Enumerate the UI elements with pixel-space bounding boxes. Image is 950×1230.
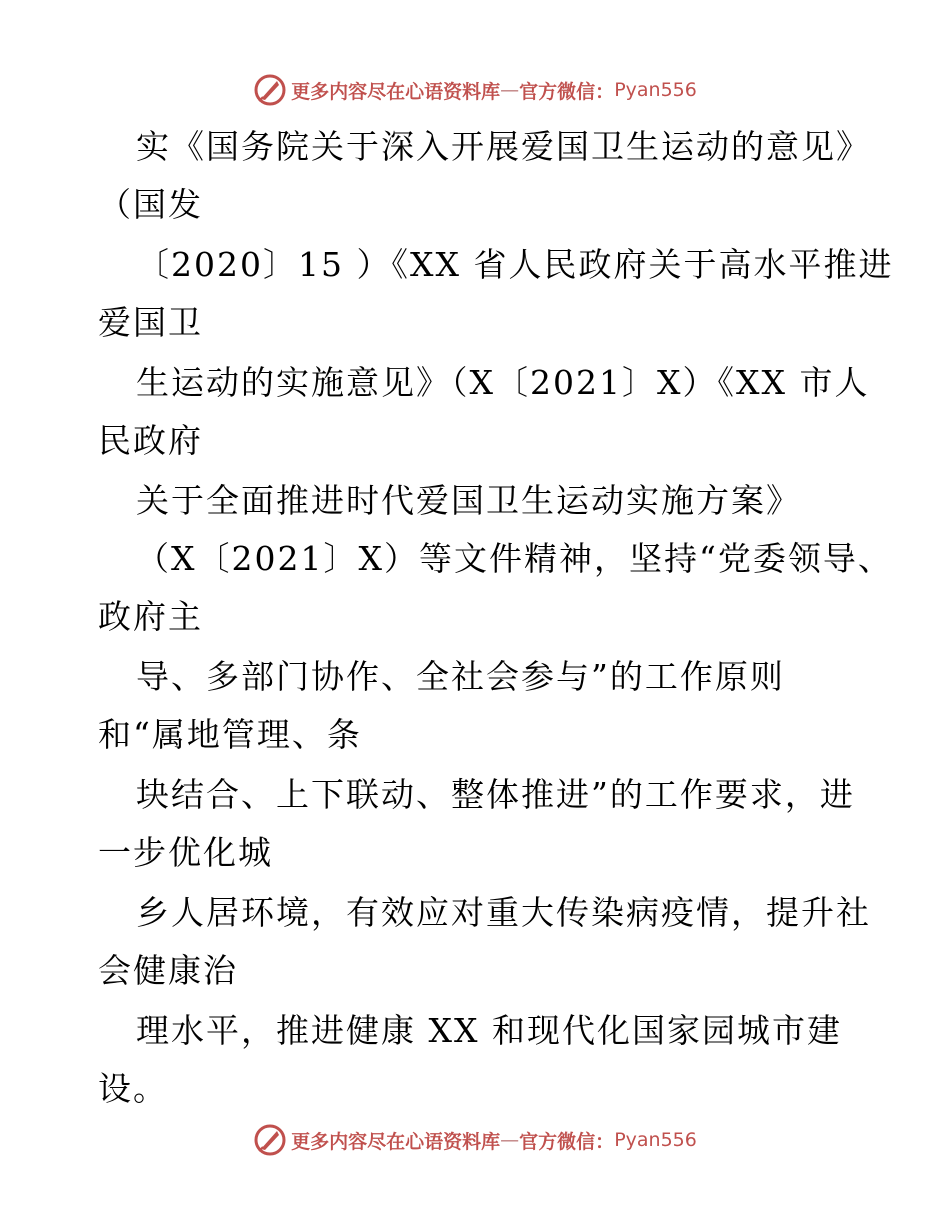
body-line: 设。 <box>98 1069 168 1108</box>
banner-separator: — <box>500 79 520 101</box>
body-line: 乡人居环境，有效应对重大传染病疫情，提升社 <box>136 893 871 932</box>
banner-wechat-id: Pyan556 <box>614 1129 697 1151</box>
quill-logo-icon <box>253 1123 287 1157</box>
banner-separator: — <box>500 1129 520 1151</box>
body-line: 关于全面推进时代爱国卫生运动实施方案》 <box>136 481 801 520</box>
body-line: 导、多部门协作、全社会参与”的工作原则 <box>136 657 785 696</box>
body-line: 和“属地管理、条 <box>98 715 362 754</box>
body-line: 会健康治 <box>98 951 238 990</box>
body-line: （国发 <box>98 185 203 224</box>
footer-banner <box>0 1120 950 1160</box>
banner-title: 更多内容尽在心语资料库 <box>291 80 501 103</box>
banner-wechat-label: 官方微信： <box>519 80 615 103</box>
body-line: 块结合、上下联动、整体推进”的工作要求，进 <box>136 775 855 814</box>
body-line: 一步优化城 <box>98 833 273 872</box>
banner-wechat-id: Pyan556 <box>614 79 697 101</box>
body-line: 理水平，推进健康 XX 和现代化国家园城市建 <box>136 1011 842 1050</box>
body-line: 〔2020〕15 ）《XX 省人民政府关于高水平推进 <box>136 245 894 284</box>
body-line: 爱国卫 <box>98 303 203 342</box>
quill-logo-icon <box>253 73 287 107</box>
body-line: （X〔2021〕X）等文件精神，坚持“党委领导、 <box>136 539 893 578</box>
body-line: 生运动的实施意见》（X〔2021〕X）《XX 市人 <box>136 363 870 402</box>
body-line: 实《国务院关于深入开展爱国卫生运动的意见》 <box>136 127 871 166</box>
body-line: 政府主 <box>98 597 203 636</box>
banner-wechat-label: 官方微信： <box>519 1130 615 1153</box>
banner-title: 更多内容尽在心语资料库 <box>291 1130 501 1153</box>
body-line: 民政府 <box>98 421 203 460</box>
header-banner <box>0 70 950 110</box>
